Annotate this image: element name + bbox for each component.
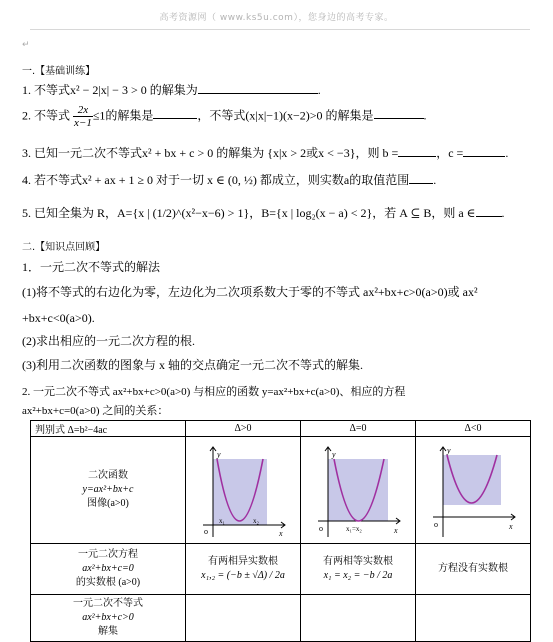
q3-end: . (505, 146, 509, 160)
graph-origin-label: o (319, 524, 323, 533)
q2-fraction (73, 104, 93, 129)
s2-p3: +bx+c<0(a>0). (22, 311, 95, 325)
table-cell (186, 595, 301, 642)
roots-distinct-cell (186, 544, 301, 595)
q2-text-c: ，不等式(x|x|−1)(x−2)>0 的解集是 (197, 108, 374, 123)
graph-x-label: x (279, 529, 283, 538)
table-row (31, 595, 531, 642)
table-header-cell: 判别式 Δ=b²−4ac (31, 421, 186, 437)
return-mark-icon: ↵ (22, 40, 30, 50)
roots-distinct-title: 有两相异实数根 (208, 556, 278, 567)
parabola-no-root-graph (427, 443, 519, 539)
q1 (22, 82, 321, 98)
row-label-line: 图像(a>0) (87, 498, 129, 509)
table-row (31, 544, 531, 595)
graph-origin-label: o (434, 520, 438, 529)
watermark-header: 高考资源网（ www.ks5u.com），您身边的高考专家。 (159, 13, 394, 23)
section1-title: 一.【基础训练】 (22, 66, 96, 77)
graph-y-label: y (447, 446, 451, 455)
s2-p6: 2. 一元二次不等式 ax²+bx+c>0(a>0) 与相应的函数 y=ax²+bx+c(a>0)、相应的方程 (22, 386, 406, 398)
graph-y-label: y (217, 450, 221, 459)
s2-p2: (1)将不等式的右边化为零，左边化为二次项系数大于零的不等式 ax²+bx+c>0(a>0)或 ax² (22, 285, 478, 299)
section2-title: 二.【知识点回顾】 (22, 242, 106, 253)
table-header-row (31, 421, 531, 437)
graph-cell-negative (416, 437, 531, 544)
table-header-cell: Δ=0 (301, 421, 416, 437)
q3-blank-b (398, 145, 436, 157)
row-label (31, 437, 186, 544)
parabola-one-root-graph (312, 443, 404, 539)
table-cell (416, 595, 531, 642)
q5-blank (476, 205, 502, 217)
graph-x-label: x (394, 526, 398, 535)
q4-blank (409, 172, 433, 184)
q2-blank-1 (153, 107, 197, 119)
q3-blank-c (463, 145, 505, 157)
no-roots-cell (416, 544, 531, 595)
q4 (22, 172, 436, 188)
row-label-line: 一元二次不等式 (73, 598, 143, 609)
table-row (31, 437, 531, 544)
q2-blank-2 (374, 107, 424, 119)
graph-cell-zero (301, 437, 416, 544)
q2-denominator: x−1 (74, 117, 92, 129)
q3 (22, 145, 508, 161)
q1-answer-blank (198, 82, 318, 94)
graph-x12-label: x₁=x₂ (346, 525, 362, 533)
row-label (31, 544, 186, 595)
table-header-cell: Δ<0 (416, 421, 531, 437)
row-label (31, 595, 186, 642)
q3-mid: ，c = (436, 146, 464, 160)
roots-equal-formula: x₁ = x₂ = −b / 2a (323, 570, 393, 581)
q4-end: . (433, 173, 437, 187)
header-rule (30, 29, 530, 30)
roots-equal-cell (301, 544, 416, 595)
q4-text: 4. 若不等式x² + ax + 1 ≥ 0 对于一切 x ∈ (0, ½) 都成立，则实数a的取值范围 (22, 173, 410, 187)
s2-p4: (2)求出相应的一元二次方程的根. (22, 334, 195, 348)
row-label-line: 的实数根 (a>0) (75, 577, 141, 588)
comparison-table (30, 420, 531, 642)
no-roots-text: 方程没有实数根 (438, 563, 508, 574)
q2-end: . (423, 108, 427, 123)
graph-x2-label: x₂ (253, 517, 259, 525)
row-label-line: ax²+bx+c=0 (82, 563, 134, 574)
row-label-line: y=ax²+bx+c (82, 484, 134, 495)
graph-origin-label: o (204, 527, 208, 536)
q5-text: 5. 已知全集为 R，A={x | (1/2)^(x²−x−6) > 1}，B={x | log₂(x − a) < 2}，若 A ⊆ B，则 a ∈ (22, 206, 476, 220)
roots-distinct-formula: x₁,₂ = (−b ± √Δ) / 2a (201, 570, 285, 581)
row-label-line: ax²+bx+c>0 (82, 612, 134, 623)
row-label-line: 二次函数 (88, 470, 128, 481)
graph-y-label: y (332, 450, 336, 459)
q1-end: . (317, 83, 321, 97)
roots-equal-title: 有两相等实数根 (323, 556, 393, 567)
q2-text-a: 2. 不等式 (22, 108, 71, 123)
s2-p1: 1．一元二次不等式的解法 (22, 260, 161, 274)
graph-x1-label: x₁ (219, 517, 225, 525)
s2-p5: (3)利用二次函数的图象与 x 轴的交点确定一元二次不等式的解集. (22, 358, 363, 372)
row-label-line: 一元二次方程 (78, 549, 138, 560)
q3-text: 3. 已知一元二次不等式x² + bx + c > 0 的解集为 {x|x > 2或x < −3}，则 b = (22, 146, 399, 160)
table-cell (301, 595, 416, 642)
graph-cell-positive (186, 437, 301, 544)
parabola-two-roots-graph (197, 443, 289, 539)
q2 (22, 104, 427, 129)
graph-x-label: x (509, 522, 513, 531)
table-header-cell: Δ>0 (186, 421, 301, 437)
q2-numerator: 2x (73, 104, 93, 117)
q1-text: 1. 不等式x² − 2|x| − 3 > 0 的解集为 (22, 83, 198, 97)
row-label-line: 解集 (98, 626, 118, 637)
q5 (22, 205, 505, 221)
q2-text-b: ≤1的解集是 (92, 108, 154, 123)
q5-end: . (501, 206, 505, 220)
s2-p7: ax²+bx+c=0(a>0) 之间的关系： (22, 405, 169, 417)
